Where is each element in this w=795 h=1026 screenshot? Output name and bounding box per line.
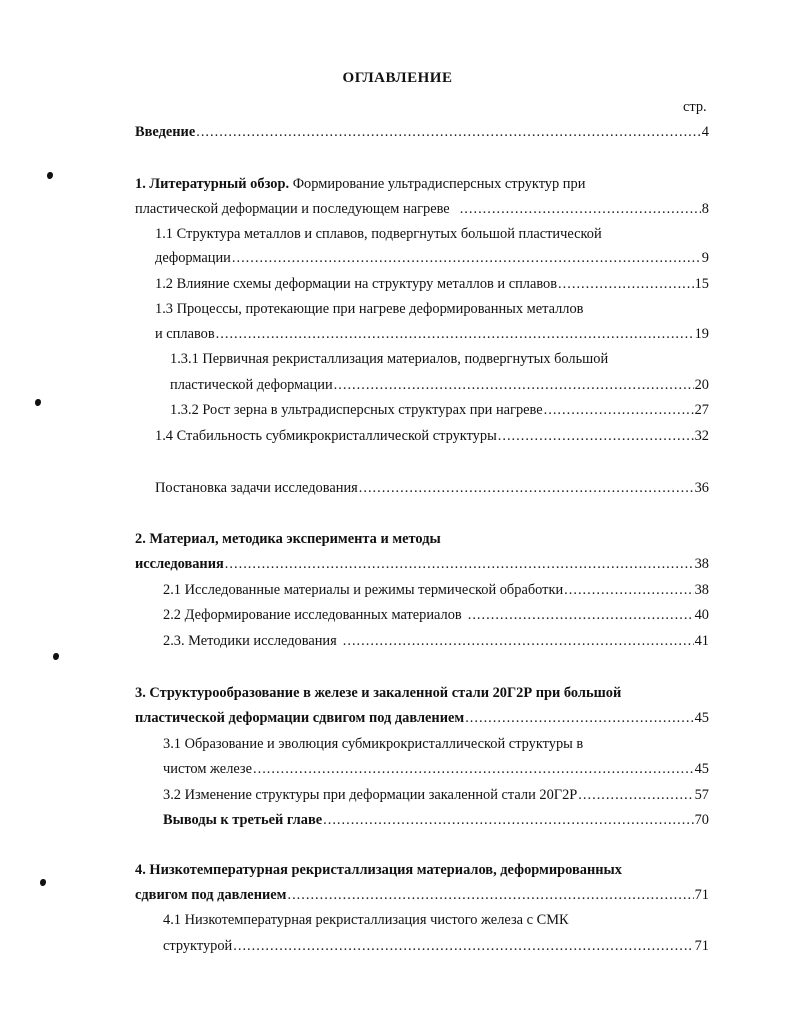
toc-entry-3-conclusions	[163, 812, 709, 829]
entry-page: 15	[694, 276, 709, 292]
toc-entry-ch4-line2	[135, 887, 709, 904]
leader-dots	[287, 887, 693, 904]
toc-entry-4-1-line2	[163, 938, 709, 955]
toc-entry-1-3-line1: 1.3 Процессы, протекающие при нагреве деформированных металлов	[155, 301, 584, 317]
toc-entry-ch1-line2	[135, 201, 709, 218]
toc-entry-1-2	[155, 276, 709, 293]
toc-entry-3-1-line2	[163, 761, 709, 778]
leader-dots	[196, 124, 701, 141]
entry-title-bold: 1. Литературный обзор.	[135, 176, 290, 192]
leader-dots	[498, 428, 694, 445]
toc-entry-ch3-line1: 3. Структурообразование в железе и закаленной стали 20Г2Р при большой	[135, 685, 622, 701]
entry-title: пластической деформации и последующем нагреве	[135, 201, 450, 217]
entry-page: 41	[694, 633, 709, 649]
entry-page: 71	[694, 887, 709, 903]
entry-page: 4	[701, 124, 709, 140]
entry-title: исследования	[135, 556, 224, 572]
entry-title: чистом железе	[163, 761, 253, 777]
entry-title: деформации	[155, 250, 231, 266]
toc-entry-intro	[135, 124, 709, 141]
leader-dots	[343, 633, 694, 650]
entry-page: 9	[701, 250, 709, 266]
toc-entry-1-1-line1: 1.1 Структура металлов и сплавов, подвергнутых большой пластической	[155, 226, 602, 242]
leader-dots	[578, 787, 693, 804]
leader-dots	[253, 761, 694, 778]
toc-entry-1-1-line2	[155, 250, 709, 267]
entry-page: 27	[694, 402, 709, 418]
toc-entry-ch3-line2	[135, 710, 709, 727]
toc-entry-ch2-line1: 2. Материал, методика эксперимента и методы	[135, 531, 441, 547]
toc-title: ОГЛАВЛЕНИЕ	[342, 70, 453, 86]
toc-entry-2-2	[163, 607, 709, 624]
toc-entry-4-1-line1: 4.1 Низкотемпературная рекристаллизация чистого железа с СМК	[163, 912, 569, 928]
entry-title: 1.4 Стабильность субмикрокристаллической структуры	[155, 428, 497, 444]
entry-title: 2.2 Деформирование исследованных материалов	[163, 607, 462, 623]
toc-entry-1-3-1-line2	[170, 377, 709, 394]
entry-title: Постановка задачи исследования	[155, 480, 358, 496]
entry-page: 45	[694, 710, 709, 726]
toc-entry-3-2	[163, 787, 709, 804]
entry-title: 3.2 Изменение структуры при деформации закаленной стали 20Г2Р	[163, 787, 578, 803]
entry-page: 8	[701, 201, 709, 217]
leader-dots	[216, 326, 694, 343]
entry-page: 32	[694, 428, 709, 444]
entry-title: пластической деформации	[170, 377, 333, 393]
entry-title: пластической деформации сдвигом под давлением	[135, 710, 465, 726]
entry-title-rest: Формирование ультрадисперсных структур при	[292, 176, 586, 192]
binding-hole-mark	[53, 653, 59, 660]
entry-title: 1.2 Влияние схемы деформации на структуру металлов и сплавов	[155, 276, 558, 292]
entry-title: и сплавов	[155, 326, 215, 342]
toc-entry-3-1-line1: 3.1 Образование и эволюция субмикрокристаллической структуры в	[163, 736, 584, 752]
entry-title: Введение	[135, 124, 196, 140]
leader-dots	[334, 377, 694, 394]
entry-title: структурой	[163, 938, 233, 954]
entry-title: 1.3.2 Рост зерна в ультрадисперсных структурах при нагреве	[170, 402, 543, 418]
toc-entry-1-3-2	[170, 402, 709, 419]
binding-hole-mark	[35, 399, 41, 406]
toc-entry-ch1-line1	[135, 176, 585, 193]
leader-dots	[460, 201, 701, 218]
entry-page: 40	[694, 607, 709, 623]
leader-dots	[233, 938, 693, 955]
entry-title: сдвигом под давлением	[135, 887, 287, 903]
leader-dots	[544, 402, 694, 419]
entry-page: 57	[694, 787, 709, 803]
leader-dots	[225, 556, 694, 573]
toc-entry-ch4-line1: 4. Низкотемпературная рекристаллизация материалов, деформированных	[135, 862, 622, 878]
entry-title: 2.1 Исследованные материалы и режимы термической обработки	[163, 582, 564, 598]
toc-entry-1-4	[155, 428, 709, 445]
toc-entry-task	[155, 480, 709, 497]
entry-page: 45	[694, 761, 709, 777]
binding-hole-mark	[40, 879, 46, 886]
entry-page: 20	[694, 377, 709, 393]
leader-dots	[558, 276, 694, 293]
entry-page: 71	[694, 938, 709, 954]
entry-page: 19	[694, 326, 709, 342]
leader-dots	[468, 607, 694, 624]
entry-page: 38	[694, 582, 709, 598]
entry-page: 36	[694, 480, 709, 496]
leader-dots	[323, 812, 693, 829]
toc-entry-2-1	[163, 582, 709, 599]
page-column-label: стр.	[683, 99, 707, 115]
toc-entry-ch2-line2	[135, 556, 709, 573]
leader-dots	[359, 480, 694, 497]
leader-dots	[465, 710, 693, 727]
toc-entry-1-3-line2	[155, 326, 709, 343]
entry-page: 38	[694, 556, 709, 572]
leader-dots	[564, 582, 693, 599]
entry-title: 2.3. Методики исследования	[163, 633, 337, 649]
entry-page: 70	[694, 812, 709, 828]
toc-entry-2-3	[163, 633, 709, 650]
leader-dots	[232, 250, 701, 267]
toc-entry-1-3-1-line1: 1.3.1 Первичная рекристаллизация материалов, подвергнутых большой	[170, 351, 609, 367]
binding-hole-mark	[47, 172, 53, 179]
entry-title: Выводы к третьей главе	[163, 812, 323, 828]
